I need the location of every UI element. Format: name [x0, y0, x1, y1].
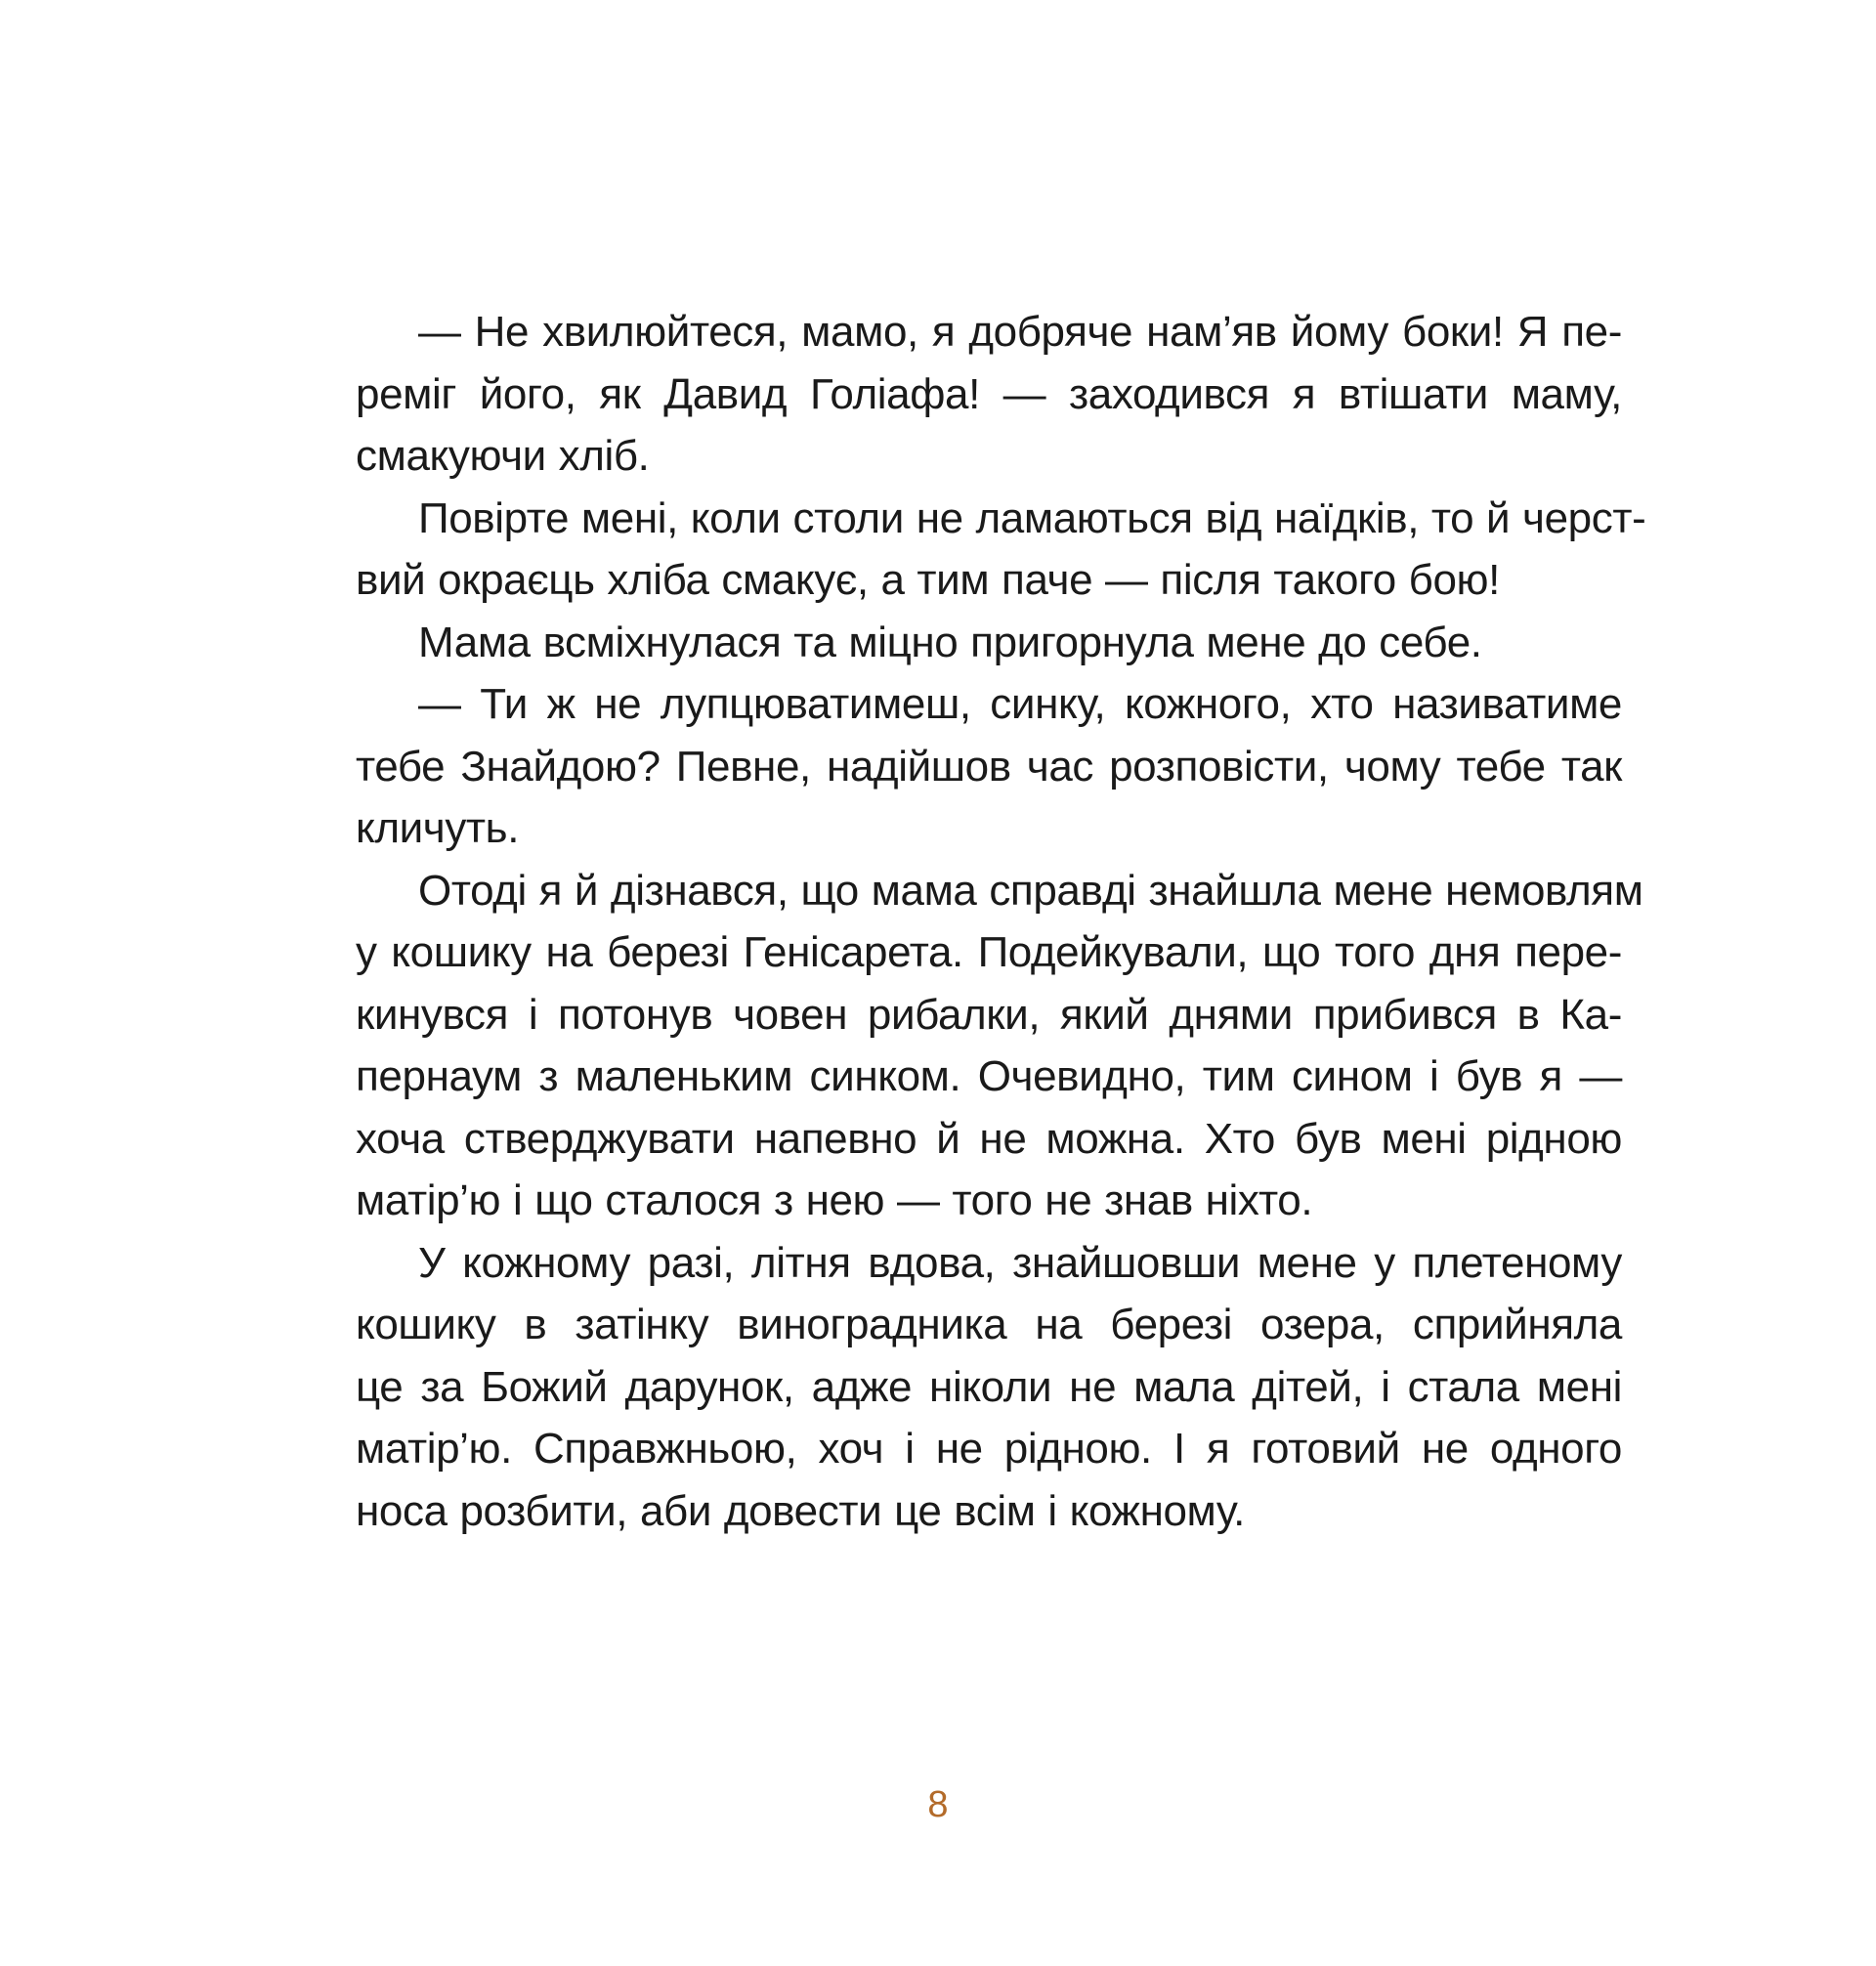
text-line: пернаум з маленьким синком. Очевидно, тим сином і був я —: [356, 1052, 1622, 1100]
text-line: тебе Знайдою? Певне, надійшов час розповісти, чому тебе так: [356, 742, 1622, 791]
paragraph-4: [293, 673, 1622, 860]
text-line: кошику в затінку виноградника на березі озера, сприйняла: [356, 1301, 1622, 1348]
page-body: [293, 301, 1646, 1542]
text-line: кличуть.: [356, 804, 520, 852]
text-line: — Не хвилюйтеся, мамо, я добряче нам’яв йому боки! Я пе-: [418, 308, 1622, 356]
text-line: носа розбити, аби довести це всім і кожному.: [356, 1486, 1245, 1535]
paragraph-2: [293, 488, 1646, 612]
text-line: хоча стверджувати напевно й не можна. Хто був мені рідною: [356, 1114, 1622, 1163]
text-line: смакуючи хліб.: [356, 432, 650, 480]
text-line: вий окраєць хліба смакує, а тим паче — після такого бою!: [356, 556, 1500, 604]
page-number: 8: [927, 1784, 949, 1825]
text-line: У кожному разі, літня вдова, знайшовши мене у плетеному: [418, 1238, 1622, 1287]
text-line: матір’ю і що сталося з нею — того не знав ніхто.: [356, 1176, 1313, 1224]
text-line: це за Божий дарунок, адже ніколи не мала дітей, і стала мені: [356, 1362, 1622, 1411]
text-line: Повірте мені, коли столи не ламаються від наїдків, то й черст-: [418, 493, 1646, 542]
text-line: у кошику на березі Генісарета. Подейкували, що того дня пере-: [356, 928, 1622, 976]
paragraph-6: [293, 1232, 1622, 1543]
text-line: Отоді я й дізнався, що мама справді знайшла мене немовлям: [418, 866, 1643, 915]
paragraph-5: [293, 860, 1643, 1232]
paragraph-3: [293, 612, 1622, 674]
text-line: реміг його, як Давид Голіафа! — заходився я втішати маму,: [356, 369, 1622, 418]
text-line: кинувся і потонув човен рибалки, який днями прибився в Ка-: [356, 990, 1622, 1039]
text-line: Мама всміхнулася та міцно пригорнула мене до себе.: [418, 618, 1482, 666]
text-line: — Ти ж не лупцюватимеш, синку, кожного, хто називатиме: [418, 680, 1622, 728]
text-line: матір’ю. Справжньою, хоч і не рідною. І я готовий не одного: [356, 1425, 1622, 1473]
paragraph-1: [293, 301, 1622, 488]
